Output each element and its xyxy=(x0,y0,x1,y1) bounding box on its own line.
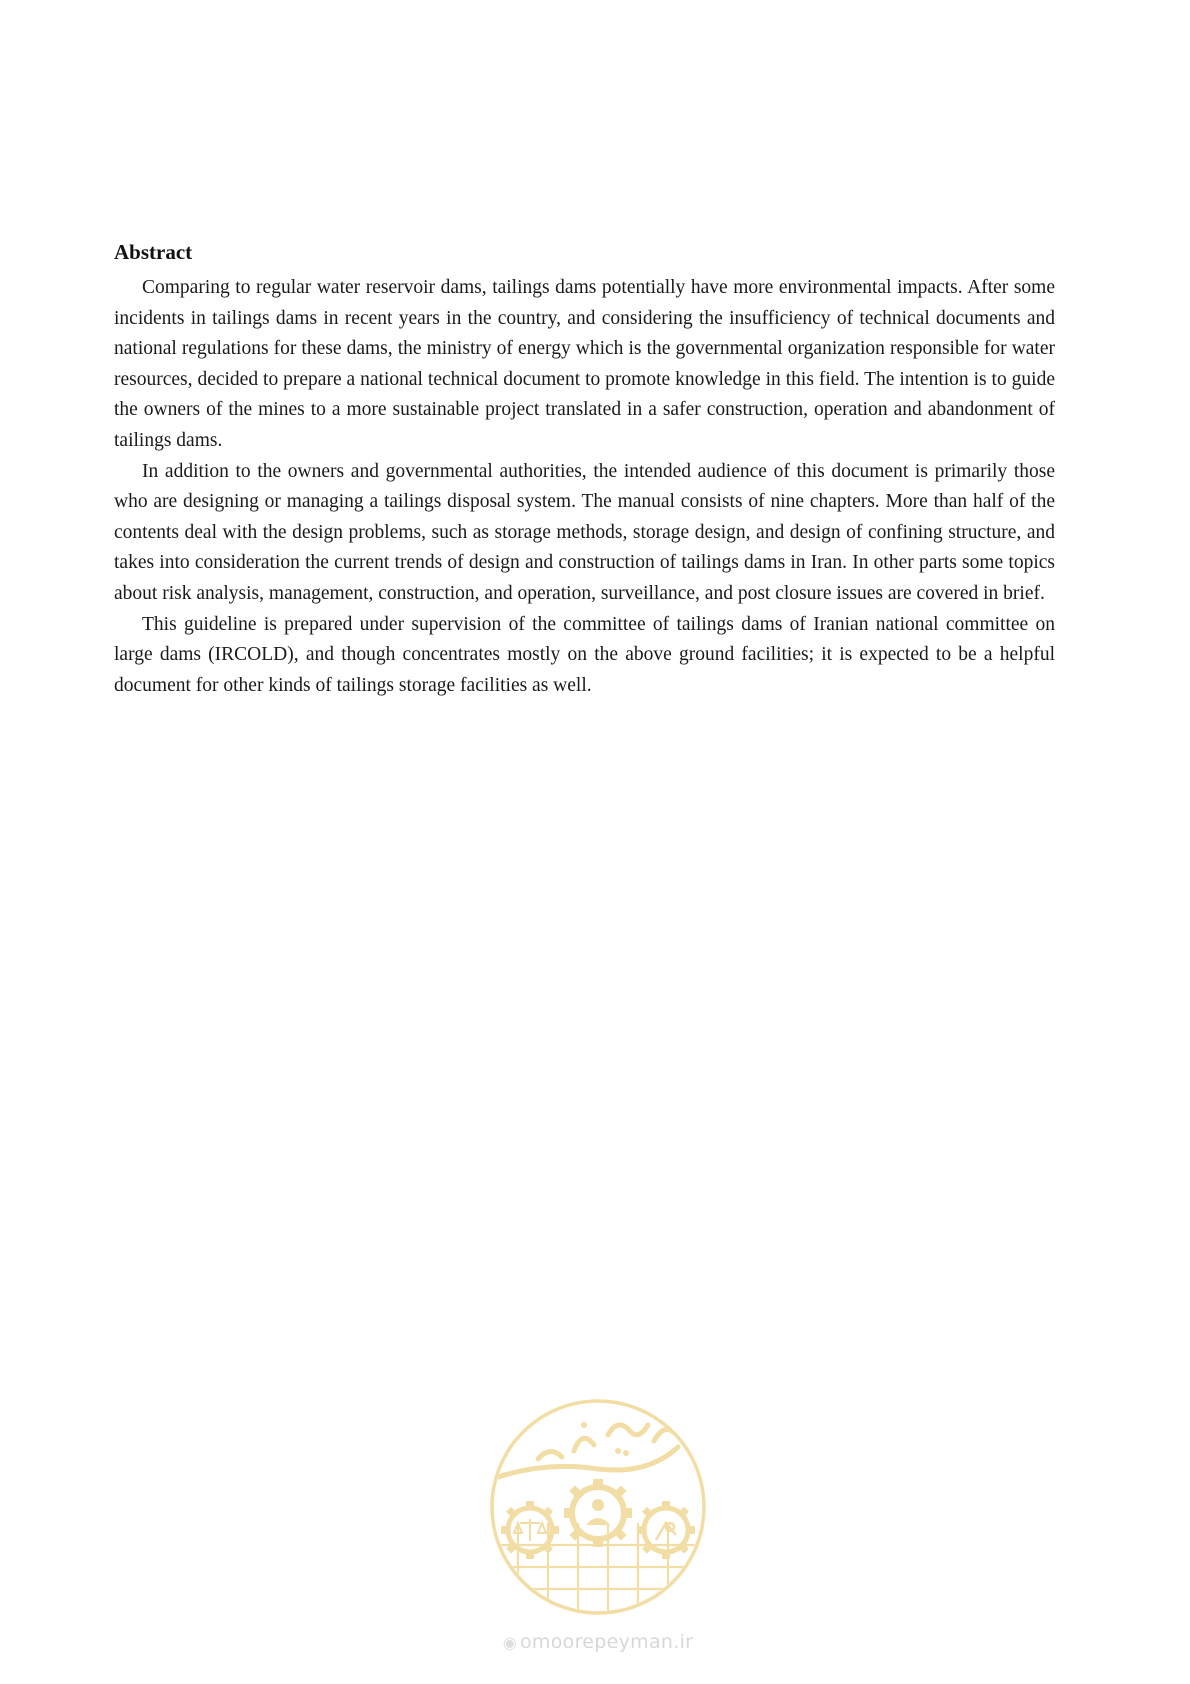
watermark-url-text: omoorepeyman.ir xyxy=(519,1631,694,1653)
abstract-paragraph-3: This guideline is prepared under supervision of the committee of tailings dams of Iranian national committee on large dams (IRCOLD), and though concentrates mostly on the above ground facilities; it is expected to be a helpful document for other kinds of tailings storage facilities as well. xyxy=(114,613,1055,696)
abstract-heading: Abstract xyxy=(114,240,193,264)
watermark-seal-icon xyxy=(478,1395,718,1625)
watermark-logo xyxy=(478,1395,718,1655)
watermark-url xyxy=(478,1631,718,1653)
abstract-section xyxy=(114,237,1055,701)
abstract-paragraph-1: Comparing to regular water reservoir dams, tailings dams potentially have more environmental impacts. After some incidents in tailings dams in recent years in the country, and considering the insufficiency of technical documents and national regulations for these dams, the ministry of energy which is the governmental organization responsible for water resources, decided to prepare a national technical document to promote knowledge in this field. The intention is to guide the owners of the mines to a more sustainable project translated in a safer construction, operation and abandonment of tailings dams. xyxy=(114,277,1055,451)
globe-icon: ◉ xyxy=(502,1633,517,1652)
abstract-paragraph-2: In addition to the owners and governmental authorities, the intended audience of this document is primarily those who are designing or managing a tailings disposal system. The manual consists of nine chapters. More than half of the contents deal with the design problems, such as storage methods, storage design, and design of confining structure, and takes into consideration the current trends of design and construction of tailings dams in Iran. In other parts some topics about risk analysis, management, construction, and operation, surveillance, and post closure issues are covered in brief. xyxy=(114,460,1055,604)
